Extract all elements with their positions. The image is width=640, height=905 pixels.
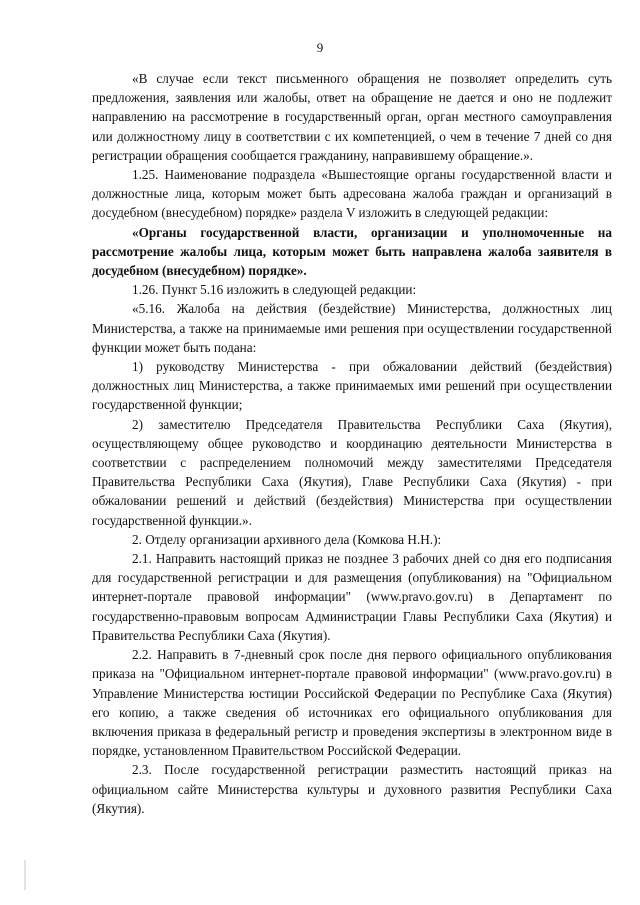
- paragraph-2-1: 2.1. Направить настоящий приказ не позднее 3 рабочих дней со дня его подписания для государственной регистрации и для размещения (опубликования) на "Официальном интернет-портале правовой информации" (www.pravo.gov.ru) в Департамент по государственно-правовым вопросам Администрации Главы Республики Саха (Якутия) и Правительства Республики Саха (Якутия).: [92, 551, 612, 643]
- paragraph-5-16: «5.16. Жалоба на действия (бездействие) Министерства, должностных лиц Министерства, а также на принимаемые ими решения при осуществлении государственной функции может быть подана:: [92, 301, 612, 355]
- scan-edge-mark: [24, 860, 26, 890]
- paragraph-item-2: 2) заместителю Председателя Правительства Республики Саха (Якутия), осуществляющему общее руководство и координацию деятельности Министерства в соответствии с распределением полномочий между заместителями Председателя Правительства Республики Саха (Якутия), Главе Республики Саха (Якутия) - при обжаловании решений и действий (бездействия) Министерства при осуществлении государственной функции.».: [92, 416, 612, 528]
- page-number: 9: [316, 40, 324, 55]
- paragraph-item-1: 1) руководству Министерства - при обжаловании действий (бездействия) должностных лиц Министерства, а также принимаемых ими решений при осуществлении государственной функции;: [92, 359, 612, 413]
- paragraph-quoted-rule: «В случае если текст письменного обращения не позволяет определить суть предложения, заявления или жалобы, ответ на обращение не дается и оно не подлежит направлению на рассмотрение в государственный орган, орган местного самоуправления или должностному лицу в соответствии с их компетенцией, о чем в течение 7 дней со дня регистрации обращения сообщается гражданину, направившему обращение.».: [92, 71, 612, 163]
- paragraph-subsection-title: «Органы государственной власти, организации и уполномоченные на рассмотрение жалобы лица, которым может быть направлена жалоба заявителя в досудебном (внесудебном) порядке».: [92, 224, 612, 279]
- paragraph-2-3: 2.3. После государственной регистрации разместить настоящий приказ на официальном сайте Министерства культуры и духовного развития Республики Саха (Якутия).: [92, 762, 612, 816]
- paragraph-1-26: 1.26. Пункт 5.16 изложить в следующей редакции:: [132, 282, 417, 298]
- paragraph-1-25: 1.25. Наименование подраздела «Вышестоящие органы государственной власти и должностные лица, которым может быть адресована жалоба граждан и организаций в досудебном (внесудебном) порядке» раздела V изложить в следующей редакции:: [92, 167, 612, 221]
- document-body: [92, 69, 612, 818]
- paragraph-2-2: 2.2. Направить в 7-дневный срок после дня первого официального опубликования приказа на "Официальном интернет-портале правовой информации" (www.pravo.gov.ru) в Управление Министерства юстиции Российской Федерации по Республике Саха (Якутия) его копию, а также сведения об источниках его официального опубликования для включения приказа в федеральный регистр и проведения экспертизы в электронном виде в порядке, установленном Правительством Российской Федерации.: [92, 647, 612, 759]
- paragraph-2: 2. Отделу организации архивного дела (Комкова Н.Н.):: [132, 531, 442, 547]
